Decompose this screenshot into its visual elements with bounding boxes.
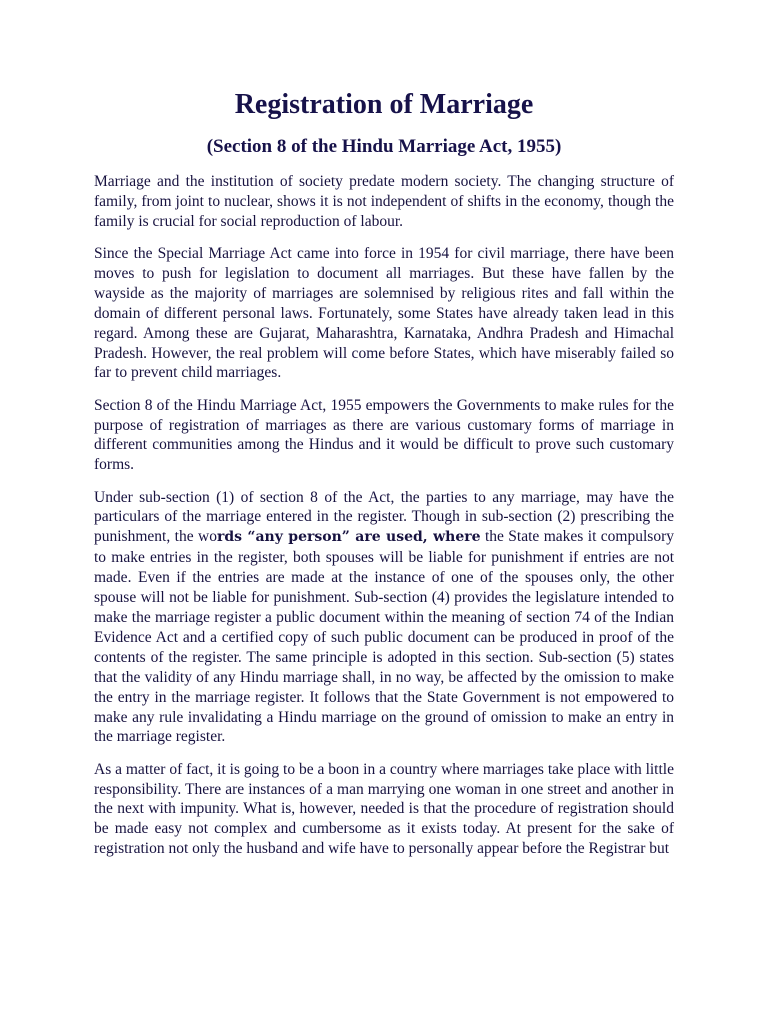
paragraph-5: As a matter of fact, it is going to be a boon in a country where marriages take place with little responsibility. There are instances of a man marrying one woman in one street and another in the next with impunity. What is, however, needed is that the procedure of registration should be made easy not complex and cumbersome as it exists today. At present for the sake of registration not only the husband and wife have to personally appear before the Registrar but xyxy=(94,760,674,858)
document-body xyxy=(94,172,674,871)
paragraph-1: Marriage and the institution of society predate modern society. The changing structure of family, from joint to nuclear, shows it is not independent of shifts in the economy, though the family is crucial for social reproduction of labour. xyxy=(94,173,674,230)
paragraph-4-text-b: the State makes it compulsory to make entries in the register, both spouses will be liable for punishment if entries are not made. Even if the entries are made at the instance of one of the spouses only, the other spouse will not be liable for punishment. Sub-section (4) provides the legislature intended to make the marriage register a public document within the meaning of section 74 of the Indian Evidence Act and a certified copy of such public document can be produced in proof of the contents of the register. The same principle is adopted in this section. Sub-section (5) states that the validity of any Hindu marriage shall, in no way, be affected by the omission to make the entry in the marriage register. It follows that the State Government is not empowered to make any rule invalidating a Hindu marriage on the ground of omission to make an entry in the marriage register. xyxy=(94,528,674,746)
paragraph-4 xyxy=(94,488,674,748)
paragraph-3: Section 8 of the Hindu Marriage Act, 1955 empowers the Governments to make rules for the purpose of registration of marriages as there are various customary forms of marriage in different communities among the Hindus and it would be difficult to prove such customary forms. xyxy=(94,396,674,474)
paragraph-4-emphasis: rds “any person” are used, where xyxy=(216,529,481,546)
paragraph-2: Since the Special Marriage Act came into force in 1954 for civil marriage, there have been moves to push for legislation to document all marriages. But these have fallen by the wayside as the majority of marriages are solemnised by religious rites and fall within the domain of different personal laws. Fortunately, some States have already taken lead in this regard. Among these are Gujarat, Maharashtra, Karnataka, Andhra Pradesh and Himachal Pradesh. However, the real problem will come before States, which have miserably failed so far to prevent child marriages. xyxy=(94,245,674,382)
page-title: Registration of Marriage xyxy=(234,89,534,120)
paragraph-4-text-a: Under sub-section (1) of section 8 of the Act, the parties to any marriage, may have the particulars of the marriage entered in the register. Though in sub-section (2) prescribing the punishment, the wo xyxy=(94,488,674,546)
page-subtitle: (Section 8 of the Hindu Marriage Act, 1955) xyxy=(206,136,562,157)
